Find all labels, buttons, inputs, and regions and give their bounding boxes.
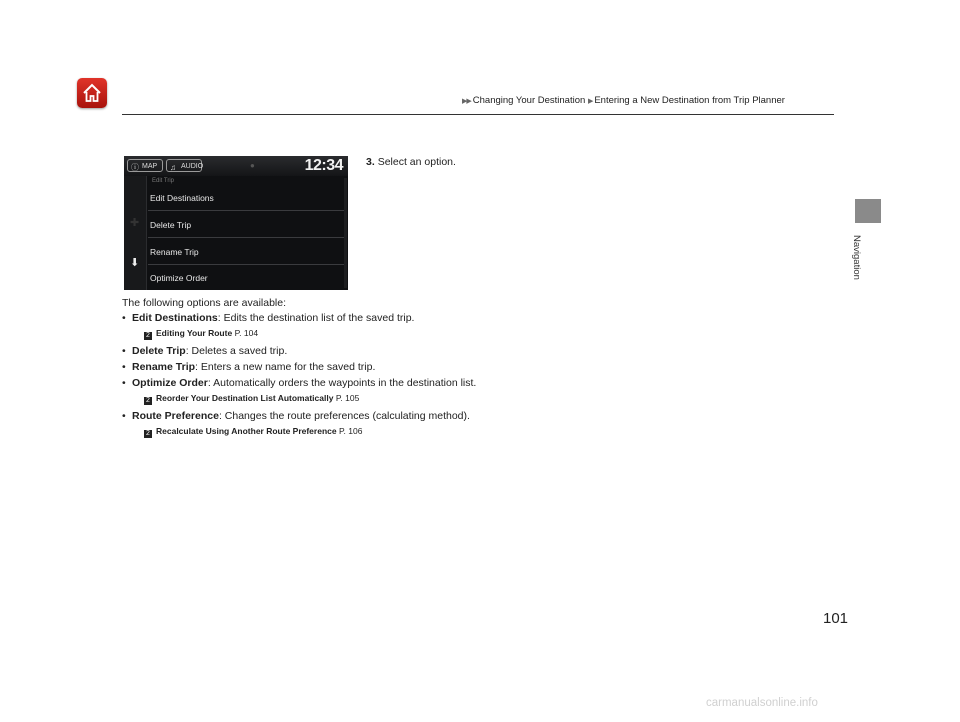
ref-title[interactable]: Reorder Your Destination List Automatically	[156, 393, 334, 403]
section-tab	[855, 199, 881, 223]
option-delete-trip[interactable]: Delete Trip	[148, 213, 346, 238]
breadcrumb-item[interactable]: Entering a New Destination from Trip Planner	[594, 95, 785, 106]
section-label	[850, 235, 864, 315]
cross-reference[interactable]	[144, 425, 842, 438]
item-term: Optimize Order	[132, 377, 208, 389]
section-label-text: Navigation	[851, 235, 862, 280]
item-desc: : Edits the destination list of the saved trip.	[217, 312, 415, 324]
item-desc: : Enters a new name for the saved trip.	[195, 361, 376, 373]
step-number: 3.	[366, 156, 375, 168]
step-instruction	[366, 156, 456, 168]
reference-arrow-icon: 2	[144, 430, 152, 438]
list-item	[122, 409, 842, 423]
breadcrumb-arrow-icon: ▶▶	[462, 98, 471, 105]
scroll-up-icon[interactable]: ✚	[130, 217, 140, 229]
ref-page: P. 104	[234, 328, 259, 338]
ref-title[interactable]: Recalculate Using Another Route Preference	[156, 426, 337, 436]
bullet-icon: •	[122, 410, 126, 422]
info-icon: ⓘ	[131, 163, 139, 172]
options-list	[122, 311, 842, 442]
home-icon	[81, 82, 103, 104]
scrollbar[interactable]	[344, 178, 347, 288]
reference-arrow-icon: 2	[144, 332, 152, 340]
audio-label: AUDIO	[181, 163, 204, 170]
list-item	[122, 376, 842, 390]
watermark: carmanualsonline.info	[706, 697, 818, 709]
item-term: Edit Destinations	[132, 312, 218, 324]
list-item	[122, 344, 842, 358]
bullet-icon: •	[122, 312, 126, 324]
bullet-icon: •	[122, 377, 126, 389]
option-edit-destinations[interactable]: Edit Destinations	[148, 186, 346, 211]
screen-title: Edit Trip	[152, 178, 175, 184]
map-label: MAP	[142, 163, 158, 170]
reference-arrow-icon: 2	[144, 397, 152, 405]
list-item	[122, 311, 842, 325]
item-desc: : Automatically orders the waypoints in the destination list.	[207, 377, 477, 389]
nav-screen	[124, 156, 348, 290]
clock: 12:34	[304, 157, 343, 174]
scroll-down-icon[interactable]: ⬇	[130, 257, 140, 269]
breadcrumb	[462, 95, 785, 106]
item-desc: : Deletes a saved trip.	[185, 345, 288, 357]
scroll-column	[124, 176, 147, 290]
item-term: Route Preference	[132, 410, 219, 422]
breadcrumb-arrow-icon: ▶	[587, 98, 593, 105]
music-note-icon: ♫	[170, 163, 176, 172]
ref-page: P. 106	[338, 426, 363, 436]
map-button[interactable]	[127, 159, 163, 172]
ref-title[interactable]: Editing Your Route	[156, 328, 233, 338]
header-divider	[122, 114, 834, 115]
list-item	[122, 360, 842, 374]
breadcrumb-item[interactable]: Changing Your Destination	[472, 95, 586, 106]
item-term: Delete Trip	[132, 345, 186, 357]
cross-reference[interactable]	[144, 327, 842, 340]
option-optimize-order[interactable]: Optimize Order	[150, 273, 208, 283]
audio-button[interactable]	[166, 159, 202, 172]
bullet-icon: •	[122, 361, 126, 373]
item-term: Rename Trip	[132, 361, 196, 373]
option-rename-trip[interactable]: Rename Trip	[148, 240, 346, 265]
step-text: Select an option.	[377, 156, 456, 168]
page-number: 101	[823, 610, 849, 627]
ref-page: P. 105	[335, 393, 360, 403]
item-desc: : Changes the route preferences (calculating method).	[218, 410, 470, 422]
bullet-icon: •	[122, 345, 126, 357]
cross-reference[interactable]	[144, 392, 842, 405]
screen-status-bar	[124, 156, 348, 176]
intro-text: The following options are available:	[122, 297, 287, 309]
home-button[interactable]	[77, 78, 107, 108]
status-indicator-icon: ●	[250, 161, 255, 170]
